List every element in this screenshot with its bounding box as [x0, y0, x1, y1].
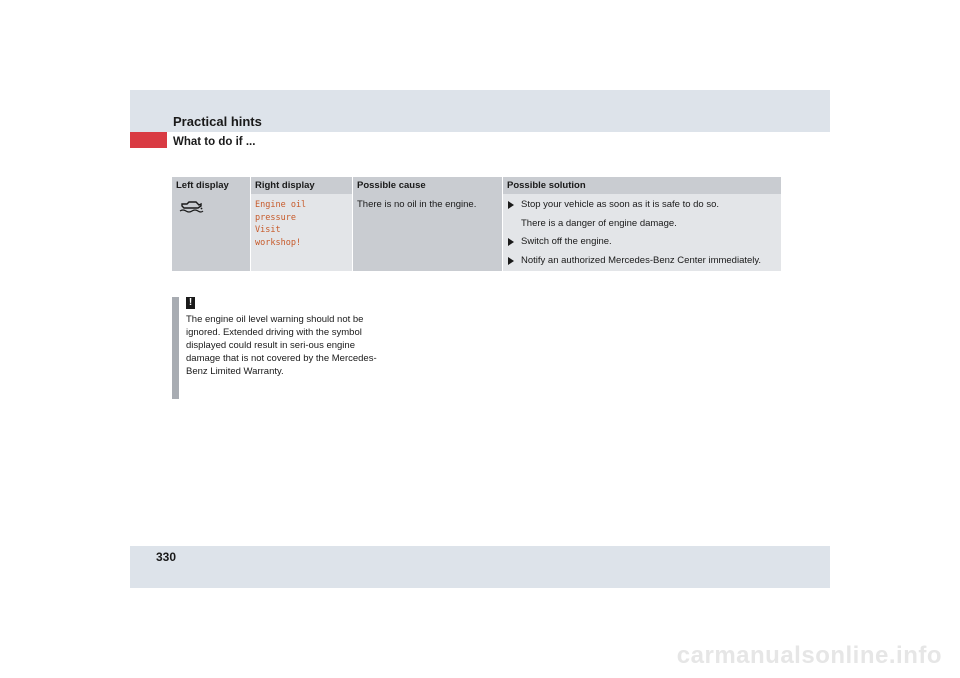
footer-band — [130, 546, 830, 588]
left-display-cell — [172, 194, 251, 271]
display-message-line: Visit — [255, 225, 281, 235]
solution-step — [507, 255, 777, 268]
solution-step — [507, 236, 777, 249]
display-message-line: workshop! — [255, 237, 302, 248]
solution-step — [507, 199, 777, 212]
column-header-right-display: Right display — [251, 177, 353, 194]
engine-oil-level-icon — [178, 199, 204, 213]
possible-solution-cell — [503, 194, 782, 271]
display-message-line: Engine oil pressure — [255, 200, 307, 223]
step-arrow-icon — [508, 201, 514, 209]
warning-text: The engine oil level warning should not be ignored. Extended driving with the symbol displayed could result in seri-ous engine damage that is not covered by the Mercedes-Benz Limited Warranty. — [186, 314, 377, 377]
right-display-cell — [251, 194, 353, 271]
table-row — [172, 194, 781, 271]
fault-table — [172, 177, 781, 271]
column-header-left-display: Left display — [172, 177, 251, 194]
solution-step-text: Notify an authorized Mercedes-Benz Center immediately. — [521, 254, 762, 266]
possible-cause-cell — [353, 194, 503, 271]
section-title: Practical hints — [173, 114, 262, 129]
warning-side-bar — [172, 297, 179, 399]
warning-box — [172, 297, 382, 399]
warning-exclamation-icon: ! — [186, 297, 195, 309]
solution-step-text: Stop your vehicle as soon as it is safe to do so. — [521, 199, 720, 210]
solution-note: There is a danger of engine damage. — [521, 217, 677, 229]
section-marker-tab — [130, 132, 167, 148]
solution-step-text: Switch off the engine. — [521, 236, 612, 247]
watermark: carmanualsonline.info — [676, 642, 942, 669]
possible-cause-text: There is no oil in the engine. — [357, 199, 477, 210]
table-header-row — [172, 177, 781, 194]
page-number: 330 — [156, 550, 177, 564]
column-header-possible-solution: Possible solution — [503, 177, 782, 194]
step-arrow-icon — [508, 238, 514, 246]
step-arrow-icon — [508, 257, 514, 265]
column-header-possible-cause: Possible cause — [353, 177, 503, 194]
sub-title: What to do if ... — [173, 136, 256, 148]
